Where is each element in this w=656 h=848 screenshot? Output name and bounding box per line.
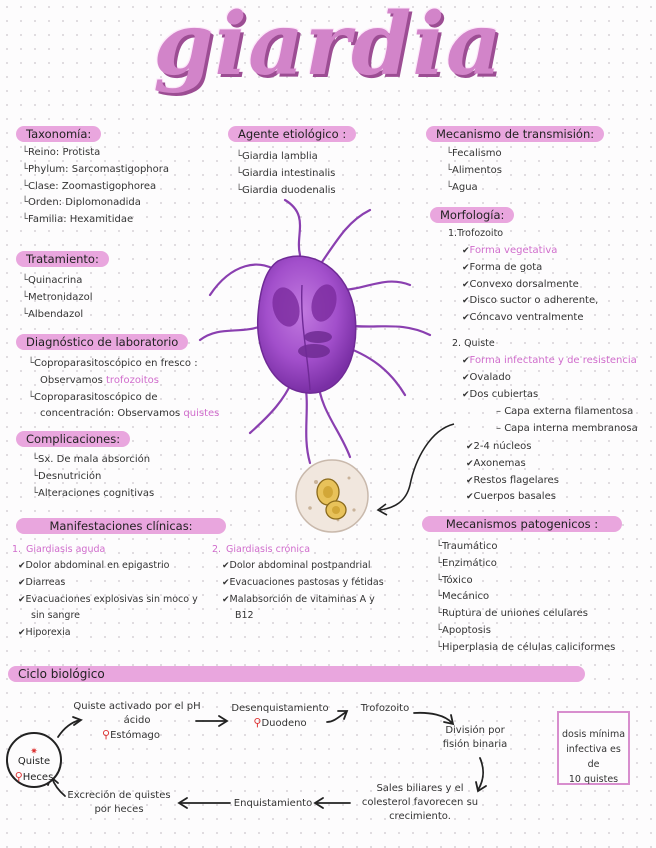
- list-item: └ Ruptura de uniones celulares: [436, 606, 615, 623]
- list-item: └ Familia: Hexamitidae: [22, 212, 169, 229]
- acute-giardiasis-title: 1. Giardiasis aguda: [12, 544, 106, 555]
- complications-list: [32, 452, 154, 502]
- complications-header: Complicaciones:: [16, 431, 130, 447]
- list-item: └ Giardia lamblia: [236, 149, 336, 166]
- list-item: └ Alteraciones cognitivas: [32, 486, 154, 503]
- trophozoite-title: 1.Trofozoito: [448, 228, 504, 239]
- chronic-giardiasis-title: 2. Giardiasis crónica: [212, 544, 311, 555]
- list-item: └ Mecánico: [436, 589, 615, 606]
- list-item: └ Coproparasitoscópico de: [28, 390, 219, 407]
- trophozoite-node: Trofozoito: [360, 703, 410, 714]
- list-item: – Capa interna membranosa: [496, 422, 638, 434]
- list-item: ✔ Dolor abdominal en epigastrio: [18, 558, 198, 575]
- list-item: └ Enzimático: [436, 556, 615, 573]
- list-item-continuation: concentración: Observamos quistes: [40, 408, 220, 420]
- list-item: └ Apoptosis: [436, 623, 615, 640]
- list-item: ✔ Axonemas: [466, 456, 559, 473]
- list-item: └ Clase: Zoomastigophorea: [22, 179, 169, 196]
- binary-fission-node: División por fisión binaria: [442, 725, 508, 750]
- acute-giardiasis-list: [18, 558, 198, 642]
- location-pin-icon: ⚲: [14, 770, 23, 783]
- list-item: ✔ Malabsorción de vitaminas A y: [222, 592, 384, 609]
- list-item: └ Desnutrición: [32, 469, 154, 486]
- cyst-coverings: [496, 404, 638, 438]
- bile-salts-node: Sales biliares y el colesterol favorecen su crecimiento.: [361, 783, 479, 822]
- list-item-continuation: Observamos trofozoitos: [40, 374, 159, 386]
- list-item: └ Sx. De mala absorción: [32, 452, 154, 469]
- chronic-giardiasis-list: [222, 558, 384, 625]
- etiologic-agent-header: Agente etiológico :: [228, 126, 356, 142]
- list-item: ✔ Restos flagelares: [466, 473, 559, 490]
- cyst-list: [462, 353, 637, 403]
- list-item: ✔ Hiporexia: [18, 625, 198, 642]
- list-item-continuation: sin sangre: [31, 610, 80, 622]
- taxonomy-list: [22, 145, 169, 229]
- cyst-micrograph: [294, 458, 370, 534]
- list-item: └ Fecalismo: [446, 146, 502, 163]
- list-item: └ Traumático: [436, 539, 615, 556]
- list-item: ✔ Diarreas: [18, 575, 198, 592]
- taxonomy-header: Taxonomía:: [16, 126, 101, 142]
- morphology-header: Morfología:: [430, 207, 514, 223]
- etiologic-agent-list: [236, 149, 336, 199]
- list-item: ✔ 2-4 núcleos: [466, 439, 559, 456]
- diagnosis-header: Diagnóstico de laboratorio: [16, 334, 188, 350]
- clinical-manifestations-header: Manifestaciones clínicas:: [16, 518, 226, 534]
- list-item: ✔ Cuerpos basales: [466, 489, 559, 506]
- list-item: └ Orden: Diplomonadida: [22, 195, 169, 212]
- list-item: ✔ Dolor abdominal postpandrial: [222, 558, 384, 575]
- list-item: ✔ Forma infectante y de resistencia: [462, 353, 637, 370]
- cyst-excretion-node: Excreción de quistes por heces: [67, 790, 171, 815]
- treatment-list: [22, 273, 92, 323]
- list-item: └ Reino: Protista: [22, 145, 169, 162]
- list-item: └ Hiperplasia de células caliciformes: [436, 640, 615, 657]
- pathogenic-mechanisms-header: Mecanismos patogenicos :: [422, 516, 622, 532]
- location-pin-icon: ⚲: [253, 716, 262, 729]
- list-item: └ Quinacrina: [22, 273, 92, 290]
- cyst-title: 2. Quiste: [452, 338, 495, 349]
- list-item: – Capa externa filamentosa: [496, 406, 634, 417]
- minimum-infective-dose-box: dosis mínima infectiva es de 10 quistes: [557, 711, 630, 785]
- list-item: └ Giardia duodenalis: [236, 183, 336, 200]
- transmission-header: Mecanismo de transmisión:: [426, 126, 604, 142]
- list-item: ✔ Forma de gota: [462, 260, 598, 277]
- cyst-list-2: [466, 439, 559, 506]
- excystation-node: Desenquistamiento ⚲Duodeno: [231, 703, 329, 729]
- feces-text: Heces: [22, 772, 54, 783]
- encystation-node: Enquistamiento: [233, 798, 313, 809]
- list-item: └ Alimentos: [446, 163, 502, 180]
- list-item: └ Tóxico: [436, 573, 615, 590]
- trophozoite-list: [462, 243, 598, 327]
- list-item-continuation: B12: [235, 610, 254, 622]
- list-item: └ Albendazol: [22, 307, 92, 324]
- treatment-header: Tratamiento:: [16, 251, 109, 267]
- list-item: ✔ Evacuaciones pastosas y fétidas: [222, 575, 384, 592]
- page-title: giardia: [153, 0, 503, 95]
- list-item: └ Coproparasitoscópico en fresco :: [28, 356, 219, 373]
- list-item: └ Metronidazol: [22, 290, 92, 307]
- transmission-list: [446, 146, 502, 196]
- list-item: ✔ Cóncavo ventralmente: [462, 310, 598, 327]
- list-item: ✔ Convexo dorsalmente: [462, 277, 598, 294]
- list-item: └ Phylum: Sarcomastigophora: [22, 162, 169, 179]
- list-item: └ Giardia intestinalis: [236, 166, 336, 183]
- cyst-pointer-arrow: [370, 420, 460, 520]
- list-item: ✔ Dos cubiertas: [462, 387, 637, 404]
- list-item: ✔ Ovalado: [462, 370, 637, 387]
- location-pin-icon: ✷: [30, 747, 38, 757]
- life-cycle-header: Ciclo biológico: [8, 666, 585, 682]
- cyst-text: Quiste: [17, 756, 51, 767]
- cyst-activated-node: Quiste activado por el pH ácido ⚲Estómago: [73, 701, 201, 741]
- list-item: ✔ Forma vegetativa: [462, 243, 598, 260]
- list-item: └ Agua: [446, 180, 502, 197]
- cyst-feces-node: [6, 732, 62, 788]
- list-item: ✔ Evacuaciones explosivas sin moco y: [18, 592, 198, 609]
- pathogenic-mechanisms-list: [436, 539, 615, 657]
- location-pin-icon: ⚲: [102, 728, 111, 741]
- list-item: ✔ Disco suctor o adherente,: [462, 293, 598, 310]
